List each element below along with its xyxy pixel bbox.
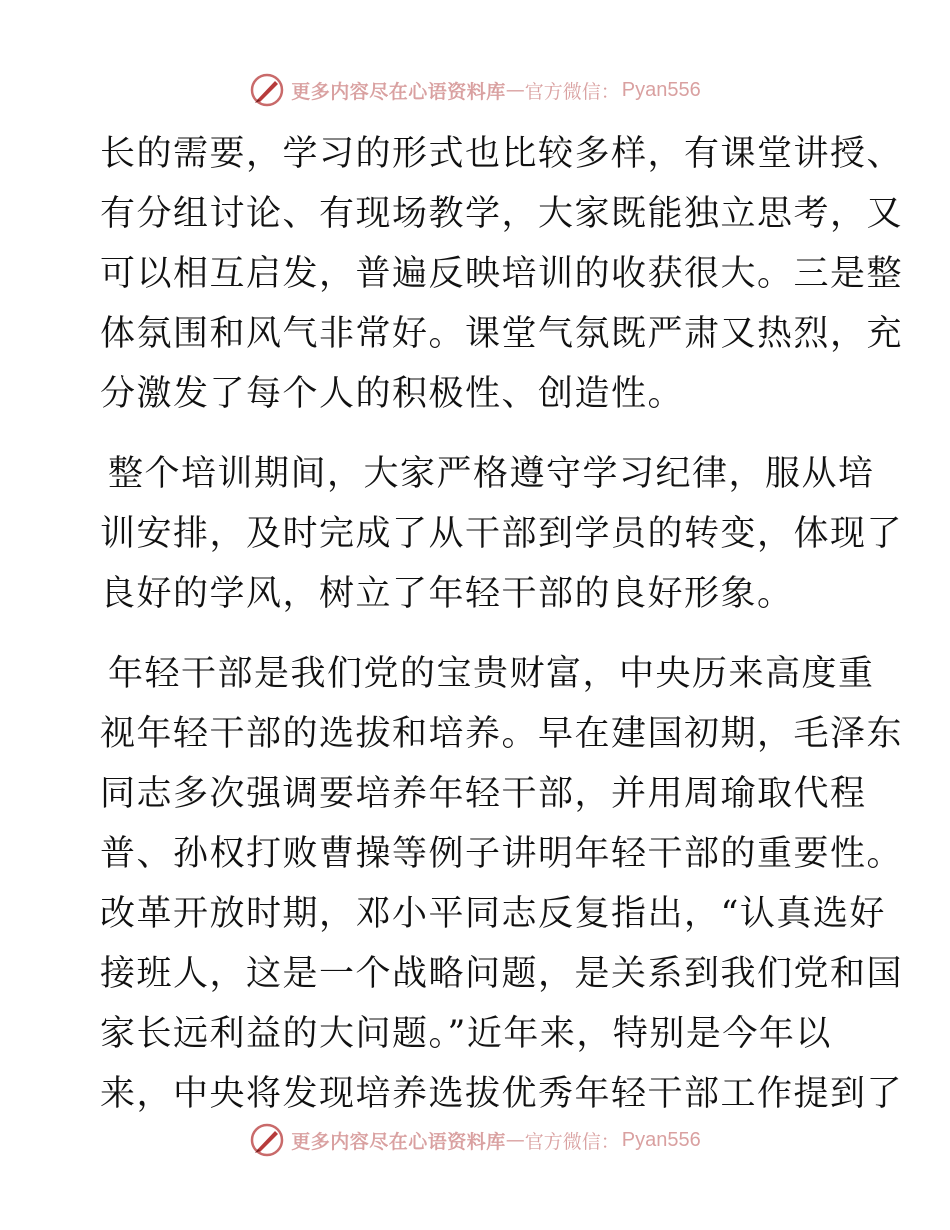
text-line: 良好的学风，树立了年轻干部的良好形象。 <box>100 574 794 614</box>
paragraph-3 <box>100 644 904 1124</box>
banner-wechat-label: 官方微信： <box>524 1130 620 1153</box>
text-line: 长的需要，学习的形式也比较多样，有课堂讲授、 <box>100 134 904 174</box>
quill-pen-logo-icon <box>249 1122 285 1158</box>
banner-main-text: 更多内容尽在心语资料库 <box>291 1130 506 1153</box>
text-line: 体氛围和风气非常好。课堂气氛既严肃又热烈，充 <box>100 314 904 354</box>
text-line: 年轻干部是我们党的宝贵财富，中央历来高度重 <box>108 654 875 694</box>
paragraph-2 <box>100 444 904 624</box>
banner-dash: — <box>505 79 525 101</box>
banner-wechat-id: Pyan556 <box>621 1128 701 1151</box>
text-line: 整个培训期间，大家严格遵守学习纪律，服从培 <box>108 454 875 494</box>
text-line: 来，中央将发现培养选拔优秀年轻干部工作提到了 <box>100 1074 904 1114</box>
footer-banner <box>0 1120 950 1160</box>
banner-dash: — <box>505 1129 525 1151</box>
banner-main-text: 更多内容尽在心语资料库 <box>291 80 506 103</box>
text-line: 可以相互启发，普遍反映培训的收获很大。三是整 <box>100 254 904 294</box>
text-line: 接班人，这是一个战略问题，是关系到我们党和国 <box>100 954 904 994</box>
document-body <box>100 124 904 1144</box>
paragraph-1 <box>100 124 904 424</box>
text-line: 分激发了每个人的积极性、创造性。 <box>100 374 685 414</box>
text-line: 训安排，及时完成了从干部到学员的转变，体现了 <box>100 514 904 554</box>
banner-wechat-id: Pyan556 <box>621 78 701 101</box>
text-line: 普、孙权打败曹操等例子讲明年轻干部的重要性。 <box>100 834 904 874</box>
text-line: 同志多次强调要培养年轻干部，并用周瑜取代程 <box>100 774 867 814</box>
text-line: 改革开放时期，邓小平同志反复指出，“认真选好 <box>100 894 886 934</box>
text-line: 有分组讨论、有现场教学，大家既能独立思考，又 <box>100 194 904 234</box>
banner-wechat-label: 官方微信： <box>524 80 620 103</box>
quill-pen-logo-icon <box>249 72 285 108</box>
text-line: 视年轻干部的选拔和培养。早在建国初期，毛泽东 <box>100 714 904 754</box>
text-line: 家长远利益的大问题。”近年来，特别是今年以 <box>100 1014 832 1054</box>
header-banner <box>0 70 950 110</box>
